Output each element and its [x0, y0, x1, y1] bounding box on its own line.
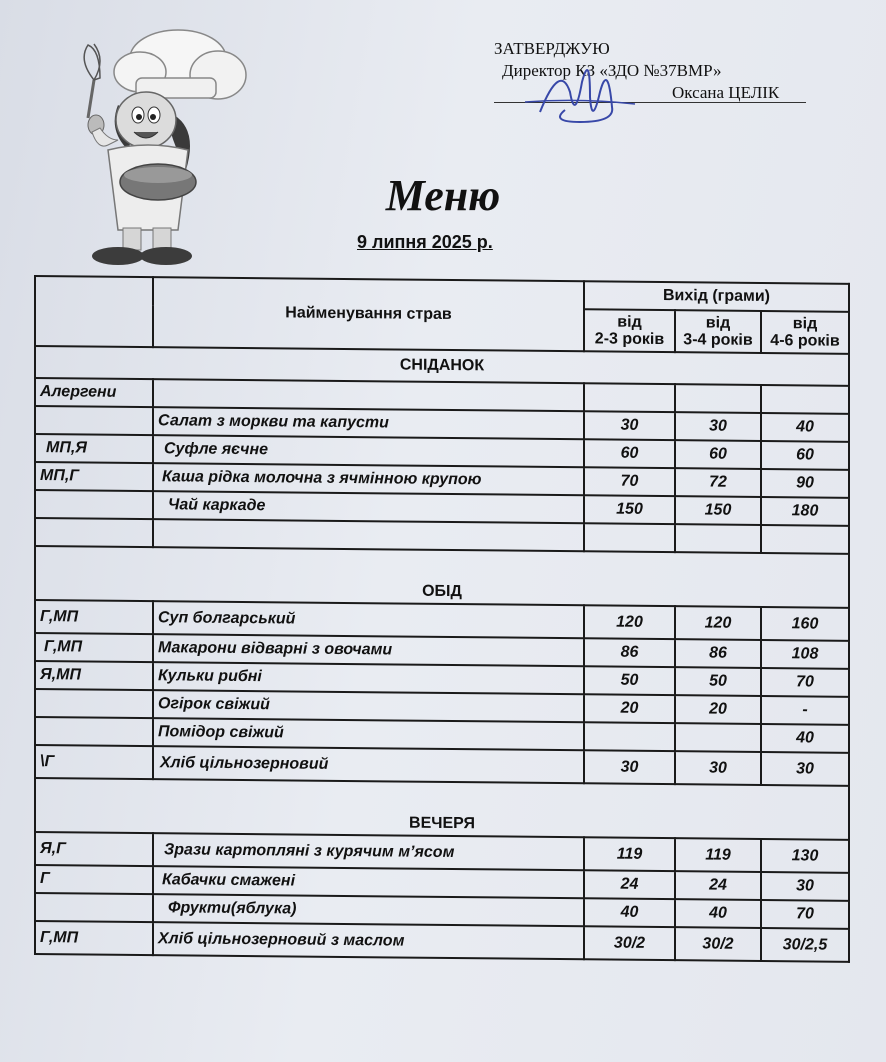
table-row: Г,МП Хліб цільнозерновий з маслом 30/2 30/2 30/2,5: [35, 921, 849, 962]
table-row: МП,Г Каша рідка молочна з ячмінною крупою 70 72 90: [35, 462, 849, 498]
table-row: Помідор свіжий 40: [35, 717, 849, 753]
dish-name: Каша рідка молочна з ячмінною крупою: [153, 463, 584, 495]
approval-person: Оксана ЦЕЛІК: [672, 83, 780, 102]
header-dish-name: Найменування страв: [153, 277, 584, 351]
table-row: Г,МП Макарони відварні з овочами 86 86 108: [35, 633, 849, 669]
approval-position: Директор КЗ «ЗДО №37ВМР»: [502, 61, 722, 80]
page-title: Меню: [385, 171, 501, 220]
dish-name: Кабачки смажені: [153, 866, 584, 898]
dish-name: Суп болгарський: [153, 601, 584, 638]
table-row: Г,МП Суп болгарський 120 120 160: [35, 600, 849, 641]
allergens-label: Алергени: [35, 378, 153, 407]
section-lunch: ОБІД: [35, 546, 849, 608]
dish-name: Фрукти(яблука): [153, 894, 584, 926]
section-breakfast: СНІДАНОК: [35, 346, 849, 386]
handwritten-signature: [520, 52, 640, 132]
dish-name: Кульки рибні: [153, 662, 584, 694]
table-header-row: [35, 276, 849, 312]
dish-name: Хліб цільнозерновий з маслом: [153, 922, 584, 959]
dish-name: Огірок свіжий: [153, 690, 584, 722]
dish-name: Суфле яєчне: [153, 435, 584, 467]
section-dinner: ВЕЧЕРЯ: [35, 778, 849, 840]
table-row: Фрукти(яблука) 40 40 70: [35, 893, 849, 929]
header-age-3-4: від 3-4 років: [675, 310, 761, 353]
header-allergen-cell: [35, 276, 153, 347]
approval-heading: ЗАТВЕРДЖУЮ: [494, 39, 610, 58]
dish-name: Салат з моркви та капусти: [153, 407, 584, 439]
table-row: Г Кабачки смажені 24 24 30: [35, 865, 849, 901]
header-output: Вихід (грами): [584, 281, 849, 312]
table-row: Я,МП Кульки рибні 50 50 70: [35, 661, 849, 697]
table-row: \Г Хліб цільнозерновий 30 30 30: [35, 745, 849, 786]
dish-name: Макарони відварні з овочами: [153, 634, 584, 666]
dish-name: Зрази картопляні з курячим м’ясом: [153, 833, 584, 870]
dish-name: Помідор свіжий: [153, 718, 584, 750]
dish-name: Чай каркаде: [153, 491, 584, 523]
header-age-2-3: від 2-3 років: [584, 309, 675, 352]
menu-date: 9 липня 2025 р.: [357, 232, 493, 252]
table-row: Я,Г Зрази картопляні з курячим м’ясом 119 119 130: [35, 832, 849, 873]
header-age-4-6: від 4-6 років: [761, 311, 849, 354]
menu-table: [34, 275, 850, 963]
table-row: МП,Я Суфле яєчне 60 60 60: [35, 434, 849, 470]
chef-illustration: [78, 20, 308, 270]
dish-name: Хліб цільнозерновий: [153, 746, 584, 783]
table-row: Салат з моркви та капусти 30 30 40: [35, 406, 849, 442]
table-row: Огірок свіжий 20 20 -: [35, 689, 849, 725]
table-row: Чай каркаде 150 150 180: [35, 490, 849, 526]
section-row: [35, 546, 849, 608]
section-row: [35, 778, 849, 840]
